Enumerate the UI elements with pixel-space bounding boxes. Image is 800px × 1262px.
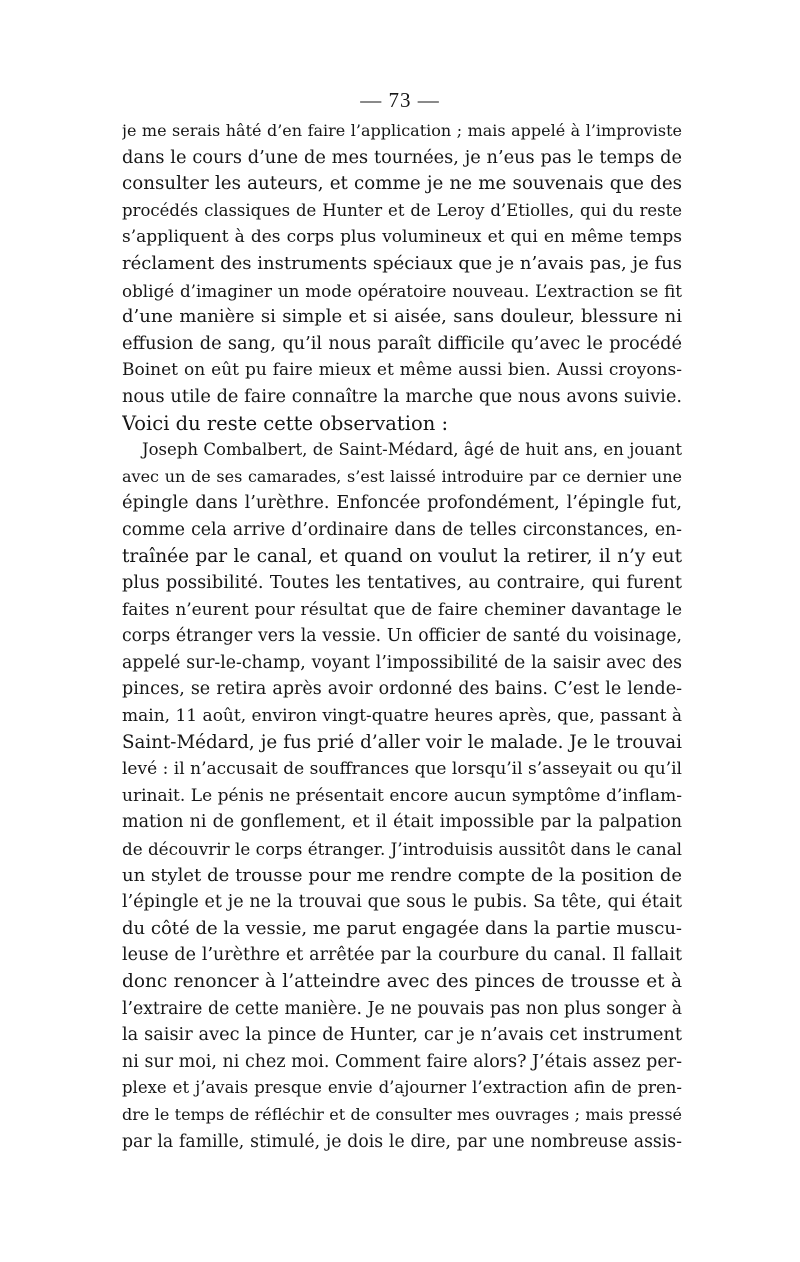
text-line: d’une manière si simple et si aisée, sans douleur, blessure ni (122, 306, 682, 328)
text-line: corps étranger vers la vessie. Un officier de santé du voisinage, (122, 626, 682, 647)
text-line: Saint-Médard, je fus prié d’aller voir le malade. Je le trouvai (122, 731, 682, 753)
text-line: s’appliquent à des corps plus volumineux et qui en même temps (122, 227, 682, 248)
text-line: main, 11 août, environ vingt-quatre heures après, que, passant à (122, 706, 682, 727)
text-line: procédés classiques de Hunter et de Leroy d’Etiolles, qui du reste (122, 200, 682, 220)
body-text (122, 118, 682, 1155)
text-line: réclament des instruments spéciaux que je n’avais pas, je fus (122, 252, 682, 274)
text-line: du côté de la vessie, me parut engagée dans la partie muscu- (122, 917, 682, 939)
text-line: appelé sur-le-champ, voyant l’impossibilité de la saisir avec des (122, 652, 682, 673)
text-line: nous utile de faire connaître la marche que nous avons suivie. (122, 386, 682, 407)
page-number: — 73 — (360, 88, 440, 112)
text-line: ni sur moi, ni chez moi. Comment faire alors? J’étais assez per- (122, 1051, 682, 1072)
text-line: de découvrir le corps étranger. J’introduisis aussitôt dans le canal (122, 839, 682, 860)
text-line: dre le temps de réfléchir et de consulter mes ouvrages ; mais pressé (122, 1104, 682, 1124)
text-line: je me serais hâté d’en faire l’application ; mais appelé à l’improviste (122, 121, 682, 140)
text-line: la saisir avec la pince de Hunter, car je n’avais cet instrument (122, 1025, 682, 1046)
text-line: l’extraire de cette manière. Je ne pouvais pas non plus songer à (122, 998, 682, 1019)
text-line: Joseph Combalbert, de Saint-Médard, âgé de huit ans, en jouant (142, 440, 682, 460)
text-line: mation ni de gonflement, et il était impossible par la palpation (122, 812, 682, 833)
text-line: épingle dans l’urèthre. Enfoncée profondément, l’épingle fut, (122, 493, 682, 514)
text-line: effusion de sang, qu’il nous paraît difficile qu’avec le procédé (122, 333, 682, 354)
text-line: avec un de ses camarades, s’est laissé introduire par ce dernier une (122, 466, 682, 486)
text-line: leuse de l’urèthre et arrêtée par la courbure du canal. Il fallait (122, 945, 682, 966)
text-line: donc renoncer à l’atteindre avec des pinces de trousse et à (122, 971, 682, 992)
text-line: traînée par le canal, et quand on voulut la retirer, il n’y eut (122, 545, 682, 567)
text-line: l’épingle et je ne la trouvai que sous le pubis. Sa tête, qui était (122, 892, 682, 913)
text-line: Voici du reste cette observation : (122, 411, 449, 435)
text-line: par la famille, stimulé, je dois le dire, par une nombreuse assis- (122, 1131, 682, 1152)
text-line: pinces, se retira après avoir ordonné des bains. C’est le lende- (122, 679, 682, 700)
text-line: plexe et j’avais presque envie d’ajourner l’extraction afin de pren- (122, 1078, 682, 1098)
text-line: Boinet on eût pu faire mieux et même aussi bien. Aussi croyons- (122, 360, 682, 381)
text-line: consulter les auteurs, et comme je ne me souvenais que des (122, 173, 682, 195)
text-line: comme cela arrive d’ordinaire dans de telles circonstances, en- (122, 519, 682, 540)
text-line: dans le cours d’une de mes tournées, je n’eus pas le temps de (122, 147, 682, 168)
text-line: obligé d’imaginer un mode opératoire nouveau. L’extraction se fit (122, 280, 682, 301)
text-line: un stylet de trousse pour me rendre compte de la position de (122, 864, 682, 886)
text-line: faites n’eurent pour résultat que de faire cheminer davantage le (122, 599, 682, 620)
text-line: urinait. Le pénis ne présentait encore aucun symptôme d’inflam- (122, 785, 682, 806)
text-line: plus possibilité. Toutes les tentatives, au contraire, qui furent (122, 573, 682, 594)
text-line: levé : il n’accusait de souffrances que lorsqu’il s’asseyait ou qu’il (122, 759, 682, 780)
